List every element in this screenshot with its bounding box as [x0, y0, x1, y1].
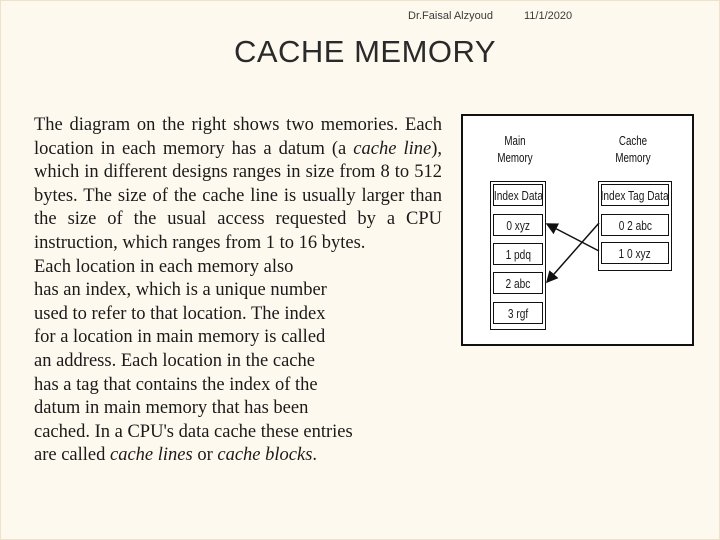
last-line-part-b: or [192, 445, 218, 466]
main-table-row: 1 pdq [493, 243, 543, 265]
cache-table-row: 1 0 xyz [601, 242, 669, 264]
slide-date: 11/1/2020 [524, 10, 573, 22]
slide-header [408, 10, 573, 22]
main-table-row: 3 rgf [493, 302, 543, 324]
main-label-line-1: Main [504, 133, 526, 148]
main-table-header: Index Data [493, 184, 543, 206]
last-line-part-c: . [312, 445, 318, 466]
arrow-cache1-to-main0 [547, 224, 599, 251]
paragraph-1-part-a: The diagram on the right shows two memories. Each location in each memory has a datum (a [34, 115, 442, 159]
text-line: for a location in main memory is called [34, 327, 326, 348]
paragraph-1-part-b: ), which in different designs ranges in size from 8 to 512 bytes. The size of the cache line is usually larger than the size of the usual access requested by a CPU instruction, which ranges from 1 to 16 bytes. [34, 138, 443, 253]
last-line-italic-1: cache lines [110, 445, 193, 466]
last-line-part-a: are called [34, 445, 110, 466]
text-line: cached. In a CPU's data cache these entries [34, 421, 353, 442]
text-line: has a tag that contains the index of the [34, 374, 318, 395]
body-text [34, 114, 442, 468]
text-line: datum in main memory that has been [34, 398, 309, 419]
arrow-cache0-to-main2 [547, 223, 599, 282]
text-line: has an index, which is a unique number [34, 280, 327, 301]
main-table-row: 0 xyz [493, 214, 543, 236]
author-name: Dr.Faisal Alzyoud [408, 10, 493, 22]
text-line-last [34, 444, 442, 468]
memory-diagram [461, 114, 694, 346]
cache-label-line-1: Cache [618, 133, 648, 148]
cache-table-header: Index Tag Data [601, 184, 669, 206]
cache-table-row: 0 2 abc [601, 214, 669, 236]
text-line: an address. Each location in the cache [34, 350, 315, 371]
cache-label-line-2: Memory [615, 150, 651, 165]
mapping-arrows [463, 116, 696, 348]
main-label-line-2: Memory [497, 150, 533, 165]
text-line: Each location in each memory also [34, 256, 294, 277]
slide-title: CACHE MEMORY [233, 34, 497, 69]
main-table-row: 2 abc [493, 272, 543, 294]
text-line: used to refer to that location. The index [34, 303, 326, 324]
last-line-italic-2: cache blocks [217, 445, 313, 466]
paragraph-1-italic: cache line [353, 138, 432, 159]
